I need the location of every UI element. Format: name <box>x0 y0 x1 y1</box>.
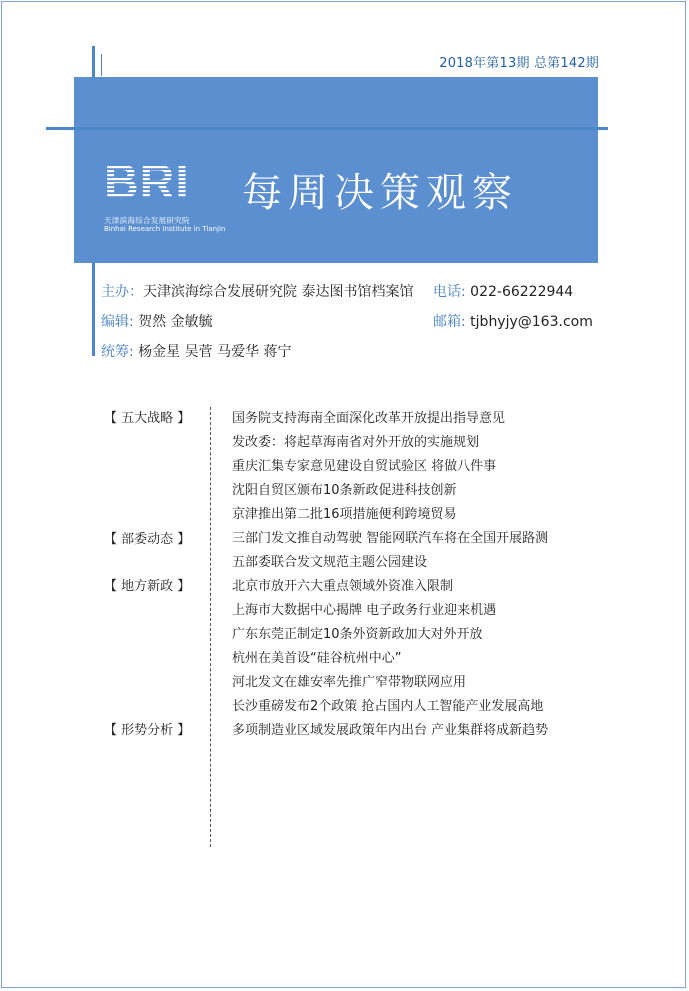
publication-title: 每周决策观察 <box>242 170 518 216</box>
editor-value: 贺然 金敏毓 <box>138 314 213 330</box>
toc-item[interactable]: 上海市大数据中心揭牌 电子政务行业迎来机遇 <box>232 603 497 618</box>
toc-item[interactable]: 五部委联合发文规范主题公园建设 <box>232 555 428 570</box>
toc-item[interactable]: 北京市放开六大重点领域外资准入限制 <box>232 579 454 594</box>
issue-number: 2018年第13期 总第142期 <box>439 56 599 71</box>
toc-category: 【 地方新政 】 <box>104 579 191 594</box>
coordinator-row <box>101 341 292 361</box>
coordinator-value: 杨金星 吴菅 马爱华 蒋宁 <box>138 344 292 360</box>
toc-item[interactable]: 发改委：将起草海南省对外开放的实施规划 <box>232 435 480 450</box>
sponsor-label: 主办： <box>101 284 143 300</box>
email-value[interactable]: tjbhyjy@163.com <box>470 314 593 330</box>
toc-item[interactable]: 重庆汇集专家意见建设自贸试验区 将做八件事 <box>232 459 497 474</box>
frame-line-left-inner <box>101 54 102 76</box>
editor-row <box>101 311 213 331</box>
phone-row <box>433 281 573 301</box>
toc-divider <box>210 407 211 847</box>
toc-category: 【 部委动态 】 <box>104 532 191 547</box>
frame-line-horizontal <box>46 127 608 130</box>
toc-category: 【 形势分析 】 <box>104 723 191 738</box>
toc-item[interactable]: 沈阳自贸区颁布10条新政促进科技创新 <box>232 483 457 498</box>
logo-cn-text: 天津滨海综合发展研究院 <box>104 216 190 225</box>
logo-letters: BRI <box>104 156 190 209</box>
logo-en-text: Binhai Research Institute in Tianjin <box>104 225 226 233</box>
toc-item[interactable]: 杭州在美首设“硅谷杭州中心” <box>232 651 402 666</box>
logo-caption <box>104 217 244 233</box>
phone-value: 022-66222944 <box>470 284 574 300</box>
email-label: 邮箱: <box>433 314 471 330</box>
editor-label: 编辑: <box>101 314 139 330</box>
toc-item[interactable]: 长沙重磅发布2个政策 抢占国内人工智能产业发展高地 <box>232 699 544 714</box>
sponsor-row <box>101 281 413 301</box>
phone-label: 电话: <box>433 284 471 300</box>
coordinator-label: 统筹: <box>101 344 139 360</box>
toc-item[interactable]: 多项制造业区域发展政策年内出台 产业集群将成新趋势 <box>232 723 549 738</box>
toc-category: 【 五大战略 】 <box>104 411 191 426</box>
sponsor-value: 天津滨海综合发展研究院 泰达图书馆档案馆 <box>143 284 414 300</box>
toc-item[interactable]: 河北发文在雄安率先推广窄带物联网应用 <box>232 675 467 690</box>
toc-item[interactable]: 三部门发文推自动驾驶 智能网联汽车将在全国开展路测 <box>232 531 549 546</box>
toc-item[interactable]: 京津推出第二批16项措施便利跨境贸易 <box>232 507 457 522</box>
toc-item[interactable]: 广东东莞正制定10条外资新政加大对外开放 <box>232 627 483 642</box>
email-row <box>433 311 593 331</box>
toc-item[interactable]: 国务院支持海南全面深化改革开放提出指导意见 <box>232 411 506 426</box>
